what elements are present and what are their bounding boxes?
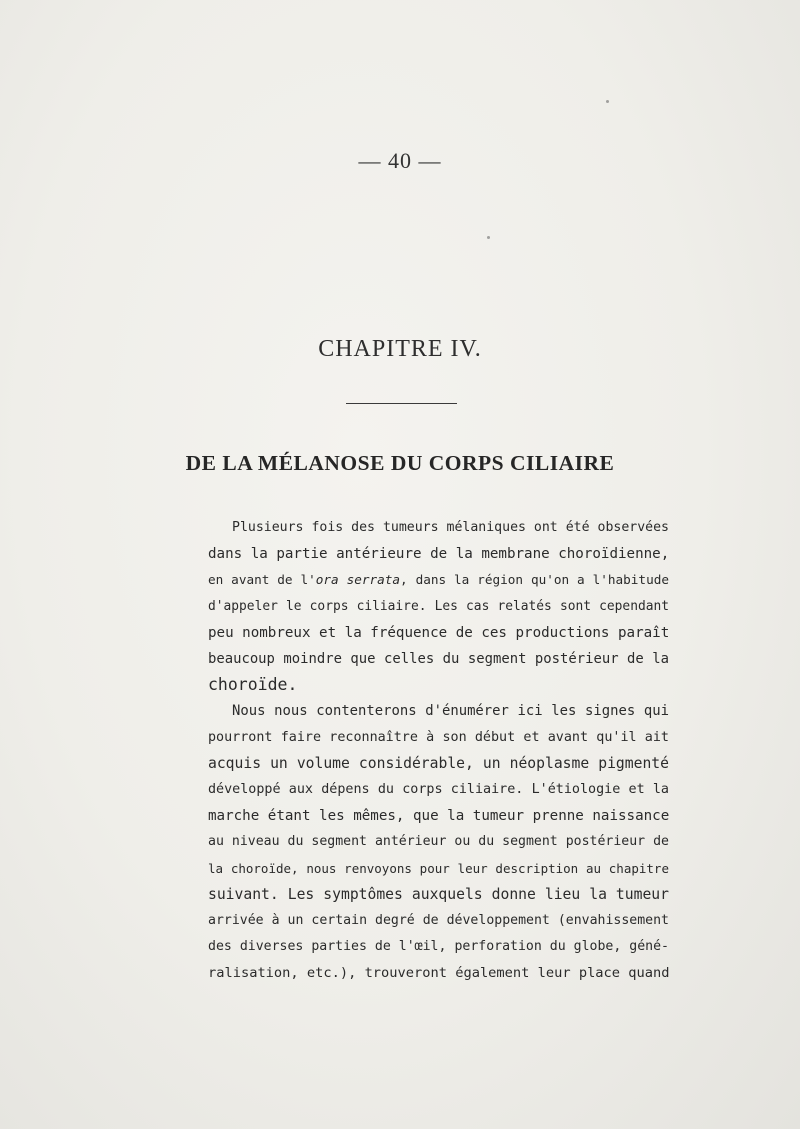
heading-divider	[346, 403, 457, 404]
ink-speck	[606, 100, 609, 103]
text-line: d'appeler le corps ciliaire. Les cas relatés sont cependant	[208, 598, 669, 614]
body-text	[208, 515, 669, 987]
text-line: marche étant les mêmes, que la tumeur prenne naissance	[208, 808, 670, 825]
text-line: pourront faire reconnaître à son début et avant qu'il ait	[208, 729, 669, 745]
text-line: au niveau du segment antérieur ou du segment postérieur de	[208, 834, 669, 850]
text-line: la choroïde, nous renvoyons pour leur description au chapitre	[208, 860, 669, 876]
ink-speck	[487, 236, 490, 239]
italic-term: ora serrata	[315, 572, 401, 588]
page-number: — 40 —	[358, 148, 442, 173]
text-line: acquis un volume considérable, un néoplasme pigmenté	[208, 754, 669, 772]
text-line: ralisation, etc.), trouveront également leur place quand	[208, 965, 670, 982]
section-title: DE LA MÉLANOSE DU CORPS CILIAIRE	[185, 451, 615, 475]
text-line: peu nombreux et la fréquence de ces productions paraît	[208, 624, 670, 641]
text-fragment: en avant de l'	[208, 572, 316, 588]
text-fragment: , dans la région qu'on a l'habitude	[400, 572, 669, 588]
text-line: suivant. Les symptômes auxquels donne lieu la tumeur	[208, 885, 669, 903]
text-line: Plusieurs fois des tumeurs mélaniques ont été observées	[232, 520, 669, 535]
text-line: choroïde.	[208, 675, 298, 695]
text-line: arrivée à un certain degré de développement (envahissement	[208, 913, 669, 929]
text-line: dans la partie antérieure de la membrane choroïdienne,	[208, 546, 670, 563]
chapter-heading: CHAPITRE IV.	[318, 336, 482, 362]
text-line: des diverses parties de l'œil, perforation du globe, géné-	[208, 939, 669, 955]
text-line: Nous nous contenterons d'énumérer ici les signes qui	[232, 703, 669, 720]
text-line: beaucoup moindre que celles du segment postérieur de la	[208, 651, 669, 668]
text-line	[208, 567, 669, 593]
text-line: développé aux dépens du corps ciliaire. L'étiologie et la	[208, 782, 669, 798]
